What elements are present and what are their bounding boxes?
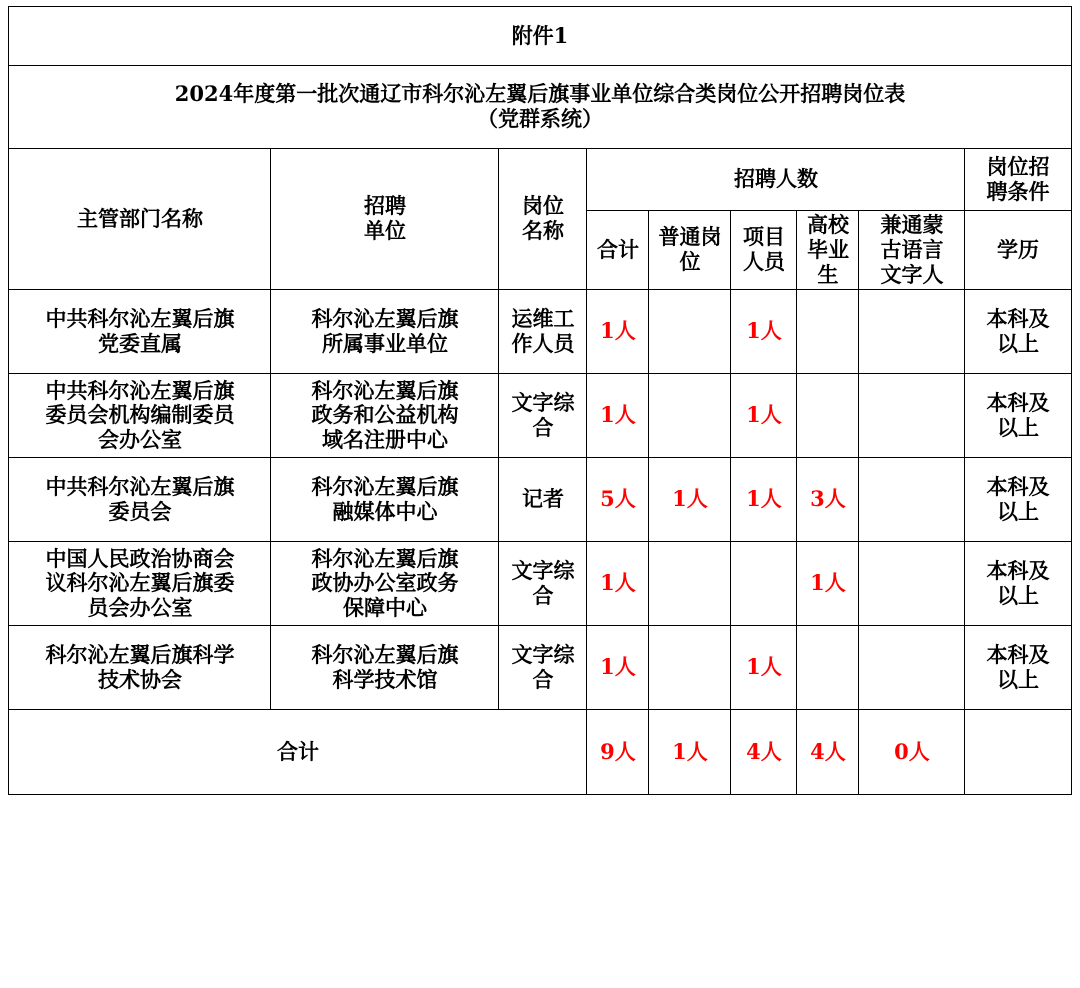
cell-dept	[9, 626, 271, 710]
unit-line-2: 所属事业单位	[321, 330, 448, 356]
header-sub-mongolian-line-2: 古语言	[880, 236, 944, 262]
header-post	[499, 149, 587, 290]
unit-line-1: 科尔沁左翼后旗	[311, 306, 459, 332]
attachment-label: 附件1	[9, 7, 1071, 66]
edu-line-2: 以上	[997, 414, 1039, 440]
cell-unit	[271, 374, 499, 458]
cell-post	[499, 290, 587, 374]
header-sub-graduate	[797, 211, 859, 290]
edu-line-2: 以上	[997, 582, 1039, 608]
unit-line-3: 保障中心	[342, 595, 427, 621]
header-education: 学历	[965, 211, 1071, 290]
header-post-line-2: 名称	[521, 218, 564, 244]
table-row	[9, 374, 1071, 458]
cell-project: 1人	[731, 290, 797, 374]
post-line-2: 合	[532, 666, 554, 692]
dept-line-1: 中国人民政治协商会	[45, 545, 235, 571]
cell-education	[965, 542, 1071, 626]
attachment-row	[9, 7, 1071, 66]
cell-dept	[9, 374, 271, 458]
dept-line-2: 委员会机构编制委员	[45, 402, 235, 428]
header-sub-project-line-2: 人员	[742, 249, 785, 275]
header-sub-graduate-line-2: 毕业	[806, 236, 849, 262]
cell-graduate	[797, 626, 859, 710]
post-line-1: 文字综	[511, 558, 575, 584]
cell-education	[965, 374, 1071, 458]
unit-line-2: 科学技术馆	[332, 666, 438, 692]
cell-post	[499, 374, 587, 458]
edu-line-2: 以上	[997, 498, 1039, 524]
header-sub-common-line-2: 位	[679, 249, 701, 275]
table-row	[9, 458, 1071, 542]
unit-line-1: 科尔沁左翼后旗	[311, 642, 459, 668]
recruitment-table	[8, 6, 1071, 795]
edu-line-2: 以上	[997, 666, 1039, 692]
title-row	[9, 66, 1071, 149]
title-line-2: （党群系统）	[477, 106, 603, 131]
cell-total: 1人	[587, 374, 649, 458]
totals-row	[9, 710, 1071, 795]
cell-mongolian	[859, 290, 965, 374]
cell-graduate: 1人	[797, 542, 859, 626]
totals-common: 1人	[649, 710, 731, 795]
cell-mongolian	[859, 542, 965, 626]
cell-common	[649, 542, 731, 626]
header-dept: 主管部门名称	[9, 149, 271, 290]
edu-line-1: 本科及	[986, 390, 1050, 416]
unit-line-3: 域名注册中心	[321, 427, 448, 453]
post-line-1: 记者	[521, 486, 564, 512]
title-line-1: 2024年度第一批次通辽市科尔沁左翼后旗事业单位综合类岗位公开招聘岗位表	[174, 81, 906, 107]
cell-unit	[271, 542, 499, 626]
totals-total: 9人	[587, 710, 649, 795]
edu-line-1: 本科及	[986, 306, 1050, 332]
cell-project	[731, 542, 797, 626]
cell-project: 1人	[731, 458, 797, 542]
header-condition-group	[965, 149, 1071, 211]
unit-line-1: 科尔沁左翼后旗	[311, 377, 459, 403]
cell-total: 1人	[587, 626, 649, 710]
totals-graduate: 4人	[797, 710, 859, 795]
post-line-1: 运维工	[511, 306, 575, 332]
cell-graduate	[797, 290, 859, 374]
header-sub-mongolian-line-1: 兼通蒙	[880, 212, 944, 237]
header-sub-mongolian-line-3: 文字人	[880, 261, 944, 287]
header-sub-total: 合计	[587, 211, 649, 290]
header-unit-line-1: 招聘	[363, 193, 406, 219]
totals-mongolian: 0人	[859, 710, 965, 795]
edu-line-2: 以上	[997, 330, 1039, 356]
cell-dept	[9, 458, 271, 542]
cell-total: 5人	[587, 458, 649, 542]
unit-line-1: 科尔沁左翼后旗	[311, 474, 459, 500]
cell-project: 1人	[731, 374, 797, 458]
table-row	[9, 290, 1071, 374]
header-row-1	[9, 149, 1071, 211]
unit-line-1: 科尔沁左翼后旗	[311, 545, 459, 571]
cell-graduate	[797, 374, 859, 458]
cell-education	[965, 626, 1071, 710]
dept-line-3: 员会办公室	[87, 595, 193, 621]
dept-line-1: 中共科尔沁左翼后旗	[45, 377, 235, 403]
cell-common	[649, 290, 731, 374]
cell-common	[649, 374, 731, 458]
dept-line-1: 中共科尔沁左翼后旗	[45, 474, 235, 500]
table-row	[9, 626, 1071, 710]
header-sub-project-line-1: 项目	[742, 224, 785, 250]
unit-line-2: 政协办公室政务	[311, 570, 459, 596]
header-sub-graduate-line-1: 高校	[806, 212, 849, 237]
dept-line-2: 党委直属	[97, 330, 182, 356]
header-unit-line-2: 单位	[363, 218, 406, 244]
cell-post	[499, 626, 587, 710]
cell-total: 1人	[587, 290, 649, 374]
dept-line-1: 科尔沁左翼后旗科学	[45, 642, 235, 668]
cell-dept	[9, 290, 271, 374]
document-page	[0, 6, 1080, 988]
header-unit	[271, 149, 499, 290]
unit-line-2: 融媒体中心	[332, 498, 438, 524]
cell-post	[499, 458, 587, 542]
post-line-1: 文字综	[511, 642, 575, 668]
edu-line-1: 本科及	[986, 642, 1050, 668]
header-sub-graduate-line-3: 生	[817, 261, 839, 287]
header-condition-line-1: 岗位招	[986, 153, 1050, 179]
cell-mongolian	[859, 374, 965, 458]
header-post-line-1: 岗位	[521, 193, 564, 219]
edu-line-1: 本科及	[986, 558, 1050, 584]
post-line-2: 作人员	[511, 330, 575, 356]
dept-line-2: 议科尔沁左翼后旗委	[45, 570, 235, 596]
cell-common	[649, 626, 731, 710]
cell-post	[499, 542, 587, 626]
totals-education	[965, 710, 1071, 795]
post-line-2: 合	[532, 414, 554, 440]
dept-line-3: 会办公室	[97, 427, 182, 453]
cell-graduate: 3人	[797, 458, 859, 542]
totals-project: 4人	[731, 710, 797, 795]
header-count-group: 招聘人数	[587, 149, 965, 211]
dept-line-2: 技术协会	[97, 666, 182, 692]
post-line-1: 文字综	[511, 390, 575, 416]
edu-line-1: 本科及	[986, 474, 1050, 500]
cell-education	[965, 458, 1071, 542]
cell-total: 1人	[587, 542, 649, 626]
table-row	[9, 542, 1071, 626]
cell-mongolian	[859, 458, 965, 542]
header-condition-line-2: 聘条件	[986, 178, 1050, 204]
cell-project: 1人	[731, 626, 797, 710]
cell-mongolian	[859, 626, 965, 710]
header-sub-mongolian	[859, 211, 965, 290]
document-title	[9, 66, 1071, 149]
cell-dept	[9, 542, 271, 626]
cell-common: 1人	[649, 458, 731, 542]
header-sub-common-line-1: 普通岗	[658, 224, 722, 250]
cell-unit	[271, 458, 499, 542]
cell-unit	[271, 626, 499, 710]
dept-line-1: 中共科尔沁左翼后旗	[45, 306, 235, 332]
cell-unit	[271, 290, 499, 374]
header-sub-common	[649, 211, 731, 290]
unit-line-2: 政务和公益机构	[311, 402, 459, 428]
post-line-2: 合	[532, 582, 554, 608]
cell-education	[965, 290, 1071, 374]
header-sub-project	[731, 211, 797, 290]
totals-label: 合计	[9, 710, 587, 795]
dept-line-2: 委员会	[108, 498, 172, 524]
